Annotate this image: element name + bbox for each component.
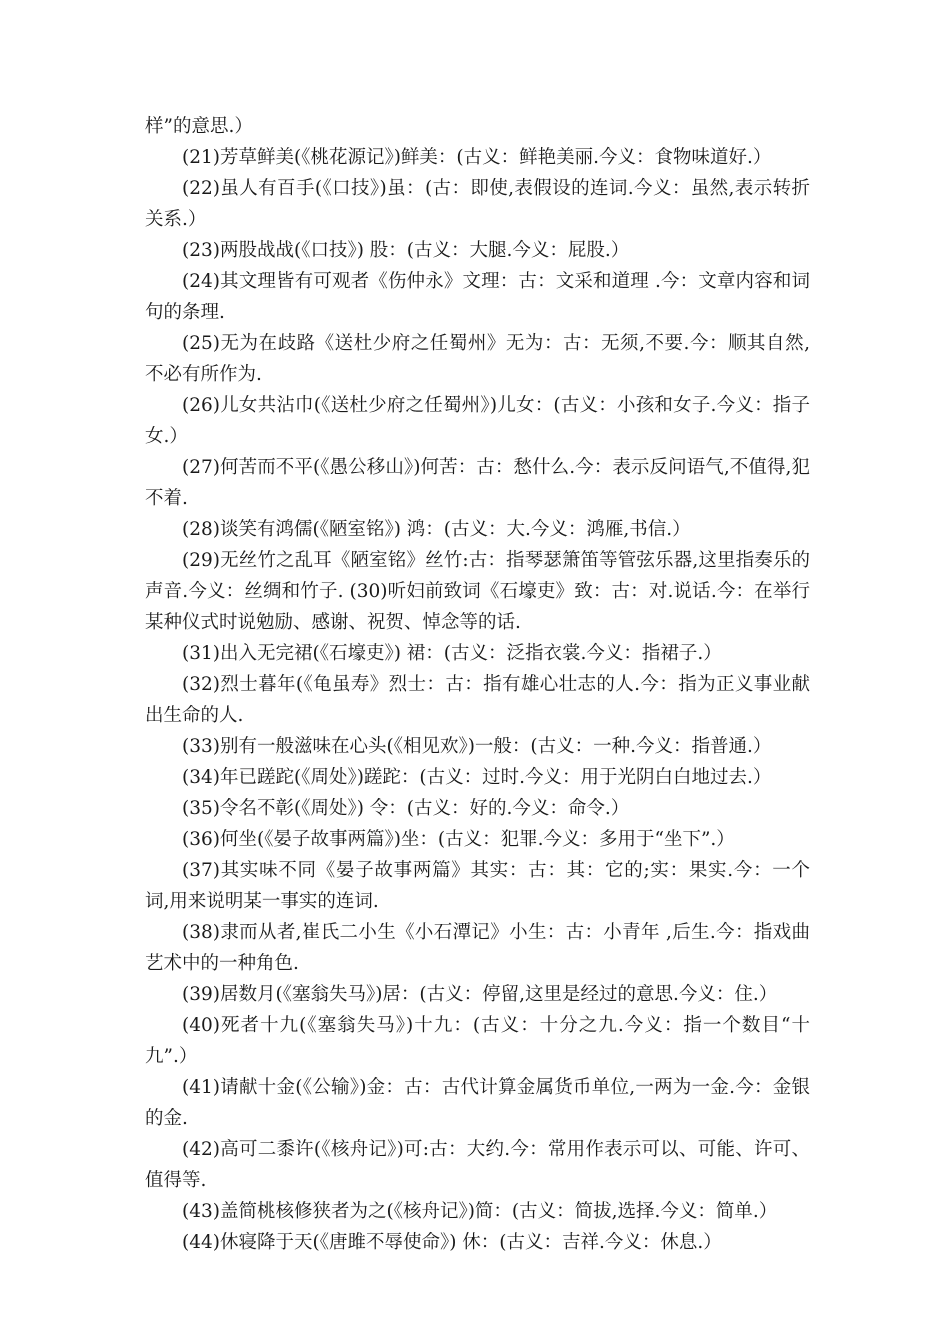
entry-29-30: (29)无丝竹之乱耳《陋室铭》丝竹:古：指琴瑟箫笛等管弦乐器,这里指奏乐的声音.今义：丝绸和竹子. (30)听妇前致词《石壕吏》致：古：对.说话.今：在举行某种仪式时说勉励、感谢、祝贺、悼念等的话. [145,550,810,633]
document-body [145,111,810,1258]
entry-36: (36)何坐(《晏子故事两篇》)坐：(古义：犯罪.今义：多用于“坐下”.） [182,829,735,850]
entry-21: (21)芳草鲜美(《桃花源记》)鲜美：(古义：鲜艳美丽.今义：食物味道好.） [182,147,772,168]
entry-43: (43)盖简桃核修狭者为之(《核舟记》)简：(古义：简拔,选择.今义：简单.） [182,1201,778,1222]
entry-31: (31)出入无完裙(《石壕吏》) 裙：(古义：泛指衣裳.今义：指裙子.） [182,643,722,664]
entry-23: (23)两股战战(《口技》) 股：(古义：大腿.今义：屁股.） [182,240,630,261]
entry-24: (24)其文理皆有可观者《伤仲永》文理：古：文采和道理 .今：文章内容和词句的条理. [145,271,810,323]
entry-33: (33)别有一般滋味在心头(《相见欢》)一般：(古义：一种.今义：指普通.） [182,736,772,757]
entry-34: (34)年已蹉跎(《周处》)蹉跎：(古义：过时.今义：用于光阴白白地过去.） [182,767,772,788]
entry-41: (41)请献十金(《公输》)金：古：古代计算金属货币单位,一两为一金.今：金银的金. [145,1077,810,1129]
entry-40: (40)死者十九(《塞翁失马》)十九：(古义：十分之九.今义：指一个数目“十九”.） [145,1015,810,1067]
entry-28: (28)谈笑有鸿儒(《陋室铭》) 鸿：(古义：大.今义：鸿雁,书信.） [182,519,691,540]
entry-22: (22)虽人有百手(《口技》)虽：(古：即使,表假设的连词.今义：虽然,表示转折关系.） [145,178,810,230]
entry-38: (38)隶而从者,崔氏二小生《小石潭记》小生：古：小青年 ,后生.今：指戏曲艺术中的一种角色. [145,922,810,974]
entry-32: (32)烈士暮年(《龟虽寿》烈士：古：指有雄心壮志的人.今：指为正义事业献出生命的人. [145,674,810,726]
entry-39: (39)居数月(《塞翁失马》)居：(古义：停留,这里是经过的意思.今义：住.） [182,984,778,1005]
entry-27: (27)何苦而不平(《愚公移山》)何苦：古：愁什么.今：表示反问语气,不值得,犯不着. [145,457,810,509]
entry-42: (42)高可二黍许(《核舟记》)可:古：大约.今：常用作表示可以、可能、许可、值得等. [145,1139,810,1191]
entry-25: (25)无为在歧路《送杜少府之任蜀州》无为：古：无须,不要.今：顺其自然,不必有所作为. [145,333,810,385]
entry-35: (35)令名不彰(《周处》) 令：(古义：好的.今义：命令.） [182,798,630,819]
entry-37: (37)其实味不同《晏子故事两篇》其实：古：其：它的;实：果实.今：一个词,用来说明某一事实的连词. [145,860,810,912]
paragraph-continuation: 样”的意思.） [145,116,253,137]
entry-44: (44)休寝降于天(《唐雎不辱使命》) 休：(古义：吉祥.今义：休息.） [182,1232,722,1253]
entry-26: (26)儿女共沾巾(《送杜少府之任蜀州》)儿女：(古义：小孩和女子.今义：指子女.） [145,395,810,447]
